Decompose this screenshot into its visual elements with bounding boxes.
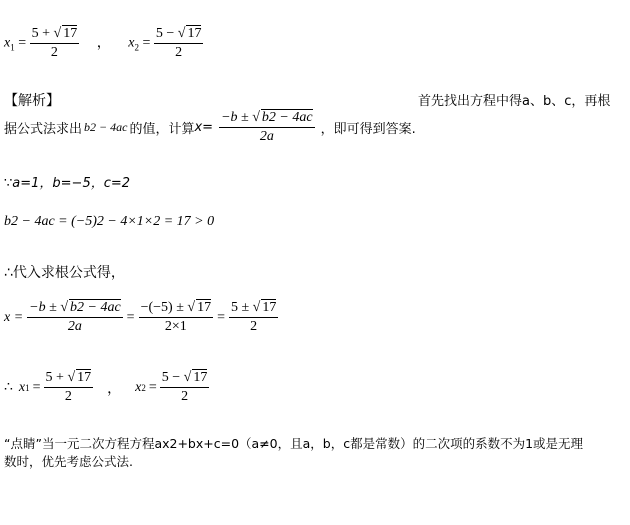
analysis-line2: 据公式法求出 b2 − 4ac 的值，计算 x= $\frac{-b \pm √ b2 - 4ac}{2a}$ ，即可得到答案.: [4, 110, 416, 144]
top-roots: $x_1$ = $\frac{5 + √ 17}{2}$ ， $x_2$ = $\frac{5 - √ 17}{2}$: [4, 26, 202, 60]
x2-sub: 2: [134, 42, 139, 53]
formula-simplified: $\frac{5 \pm √ 17}{2}$: [230, 300, 277, 334]
analysis-lead: 首先找出方程中得a、b、c，再根: [418, 94, 611, 109]
root2-fraction: $\frac{5 - √ 17}{2}$: [161, 370, 208, 404]
x1-fraction: $\frac{5 + √ 17}{2}$: [31, 26, 78, 60]
step-given: ∵a=1，b=−5，c=2: [4, 176, 131, 191]
comment-line2: 数时，优先考虑公式法.: [4, 454, 133, 469]
step-roots: ∴ x 1 = $\frac{5 + √ 17}{2}$ ， x 2 = $\frac{5 - √ 17}{2}$: [4, 370, 208, 404]
x1-sub: 1: [10, 42, 15, 53]
disc-expression: b2 − 4ac: [84, 120, 128, 134]
analysis-label: 【解析】: [4, 93, 60, 109]
x2-fraction: $\frac{5 - √ 17}{2}$: [155, 26, 202, 60]
x1-var: x: [4, 35, 11, 51]
comment-line1: “点睛”当一元二次方程方程ax2+bx+c=0（a≠0，且a，b，c都是常数）的二次项的系数不为1或是无理: [4, 436, 584, 451]
quadratic-formula: $\frac{-b \pm √ b2 - 4ac}{2a}$: [221, 110, 313, 144]
step-formula: x = $\frac{-b \pm √ b2 - 4ac}{2a}$ = $\frac{-(-5) \pm √ 17}{2\times 1}$ = $\frac{5 \pm √ 17}{2}$: [4, 300, 277, 334]
step-discriminant: b2 − 4ac = (−5)2 − 4×1×2 = 17 > 0: [4, 214, 215, 229]
step-substitute: ∴代入求根公式得，: [4, 265, 125, 281]
x2-var: x: [128, 35, 135, 51]
root1-fraction: $\frac{5 + √ 17}{2}$: [45, 370, 92, 404]
formula-general: $\frac{-b \pm √ b2 - 4ac}{2a}$: [29, 300, 121, 334]
formula-substituted: $\frac{-(-5) \pm √ 17}{2\times 1}$: [140, 300, 212, 334]
